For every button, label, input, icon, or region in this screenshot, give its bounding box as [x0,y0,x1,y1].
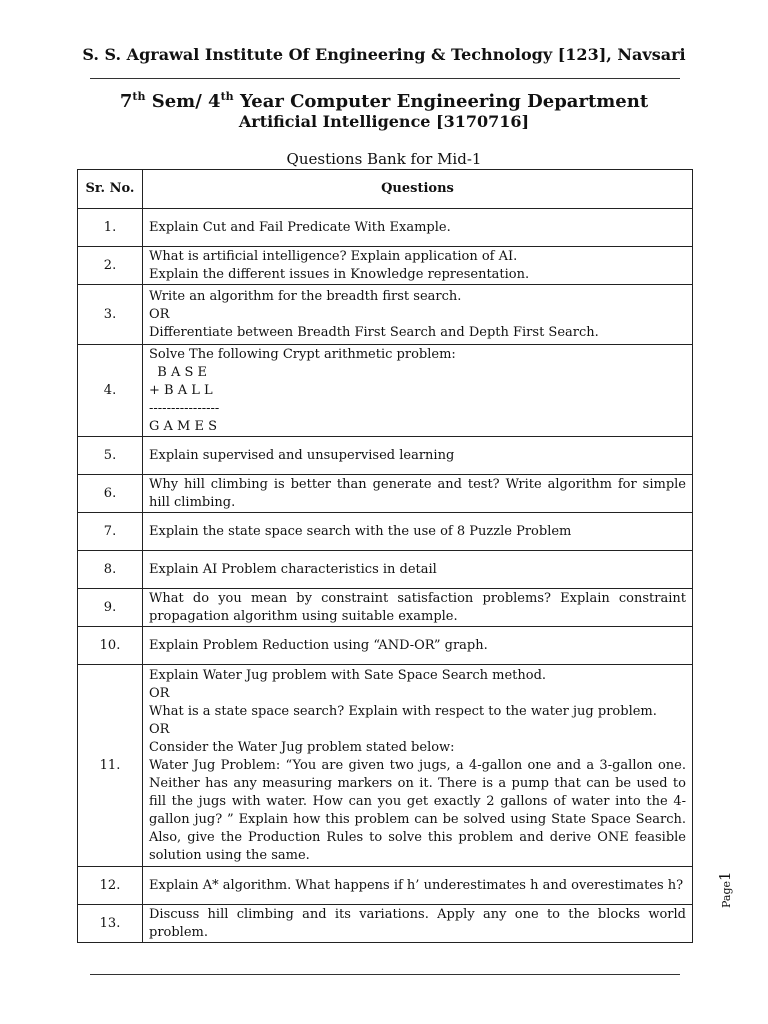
row-number: 3. [78,285,143,345]
table-row [78,867,693,905]
sem-number: 7 [119,91,133,112]
question-line: Explain A* algorithm. What happens if h’ underestimates h and overestimates h? [149,877,684,893]
row-number: 13. [78,905,143,943]
table-row [78,589,693,627]
question-line: What is a state space search? Explain with respect to the water jug problem. [149,703,657,719]
sem-text: Sem/ 4 [145,91,221,112]
question-line: Explain Cut and Fail Predicate With Example. [149,219,451,235]
question-line: Explain AI Problem characteristics in detail [149,561,437,577]
question-line: Consider the Water Jug problem stated below: [149,739,455,755]
table-row [78,475,693,513]
question-cell [143,475,693,513]
department-heading [0,90,768,112]
question-line: OR [149,685,170,701]
questions-header: Questions [143,170,693,209]
question-cell [143,437,693,475]
question-line: Explain Problem Reduction using “AND-OR” graph. [149,637,488,653]
table-row [78,209,693,247]
question-line: Discuss hill climbing and its variations. Apply any one to the blocks world problem. [149,906,686,940]
page-word: Page [720,880,733,908]
question-line: Solve The following Crypt arithmetic problem: [149,346,456,362]
questions-table [77,169,693,943]
question-cell [143,589,693,627]
table-row [78,905,693,943]
question-line: Water Jug Problem: “You are given two jugs, a 4-gallon one and a 3-gallon one. Neither has any measuring markers on it. There is a pump that can be used to fill the jugs with water. How can you get exactly 2 gallons of water into the 4-gallon jug? ” Explain how this problem can be solved using State Space Search. Also, give the Production Rules to solve this problem and derive ONE feasible solution using the same. [149,757,686,863]
question-line: Explain Water Jug problem with Sate Space Search method. [149,667,547,683]
question-line: ---------------- [149,400,220,416]
row-number: 1. [78,209,143,247]
table-row [78,665,693,867]
footer-divider [90,974,680,975]
question-line: Explain supervised and unsupervised learning [149,447,455,463]
question-line: Explain the different issues in Knowledge representation. [149,266,530,282]
sem-suffix: th [132,90,146,103]
question-bank-title: Questions Bank for Mid-1 [286,150,482,168]
question-cell [143,627,693,665]
question-line: Why hill climbing is better than generate and test? Write algorithm for simple hill climbing. [149,476,686,510]
question-line: G A M E S [149,418,218,434]
question-line: + B A L L [149,382,213,398]
question-cell [143,345,693,437]
question-line: OR [149,721,170,737]
questions-body [78,209,693,943]
question-line: Write an algorithm for the breadth first search. [149,288,462,304]
question-line: OR [149,306,170,322]
department-text: Year Computer Engineering Department [233,91,649,112]
row-number: 9. [78,589,143,627]
question-cell [143,209,693,247]
table-row [78,247,693,285]
row-number: 6. [78,475,143,513]
question-line: B A S E [149,364,207,380]
table-row [78,551,693,589]
question-cell [143,513,693,551]
row-number: 12. [78,867,143,905]
table-row [78,627,693,665]
sr-no-header: Sr. No. [78,170,143,209]
page-number: 1 [716,871,734,881]
question-line: Explain the state space search with the use of 8 Puzzle Problem [149,523,572,539]
question-cell [143,247,693,285]
subject-title: Artificial Intelligence [3170716] [238,112,530,131]
header-divider [90,78,680,79]
row-number: 8. [78,551,143,589]
table-row [78,285,693,345]
page-number-label [716,871,734,908]
table-header-row [78,170,693,209]
question-line: What is artificial intelligence? Explain application of AI. [149,248,518,264]
question-cell [143,665,693,867]
table-row [78,345,693,437]
question-line: What do you mean by constraint satisfaction problems? Explain constraint propagation algorithm using suitable example. [149,590,686,624]
question-line: Differentiate between Breadth First Search and Depth First Search. [149,324,599,340]
table-row [78,437,693,475]
row-number: 5. [78,437,143,475]
question-cell [143,285,693,345]
row-number: 10. [78,627,143,665]
row-number: 4. [78,345,143,437]
row-number: 2. [78,247,143,285]
institute-title: S. S. Agrawal Institute Of Engineering & Technology [123], Navsari [82,45,686,64]
question-cell [143,551,693,589]
row-number: 11. [78,665,143,867]
question-cell [143,867,693,905]
question-cell [143,905,693,943]
row-number: 7. [78,513,143,551]
year-suffix: th [220,90,234,103]
table-row [78,513,693,551]
